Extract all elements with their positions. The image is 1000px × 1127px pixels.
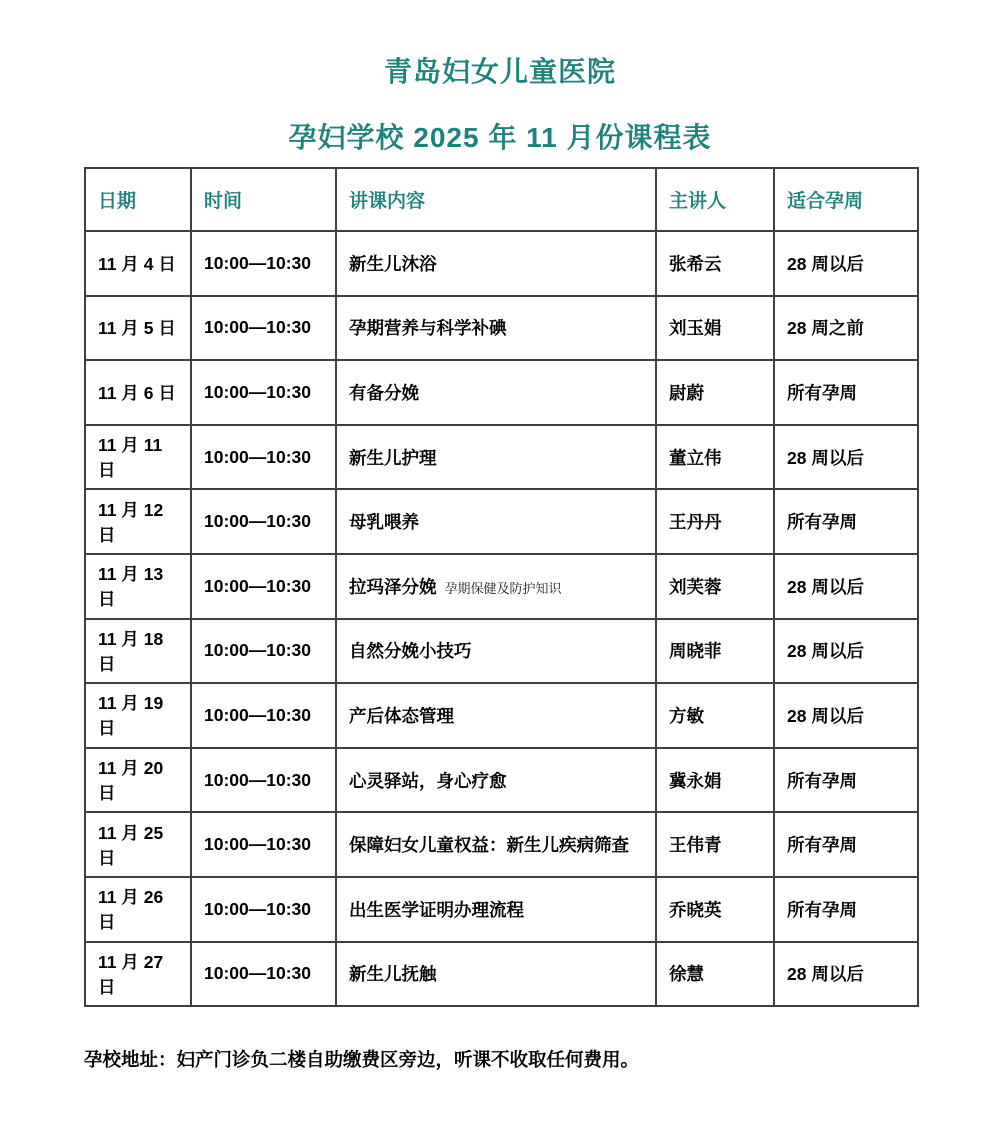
topic-note-text: 孕期保健及防护知识 bbox=[444, 580, 562, 596]
cell-speaker: 张希云 bbox=[656, 231, 774, 296]
cell-weeks: 28 周以后 bbox=[774, 942, 918, 1007]
table-row bbox=[85, 748, 918, 813]
topic-text: 母乳喂养 bbox=[349, 512, 419, 533]
topic-text: 新生儿抚触 bbox=[349, 964, 437, 985]
cell-time: 10:00—10:30 bbox=[191, 360, 336, 425]
cell-topic bbox=[336, 812, 656, 877]
cell-date: 11 月 25 日 bbox=[85, 812, 191, 877]
cell-topic bbox=[336, 554, 656, 619]
table-row bbox=[85, 554, 918, 619]
cell-date: 11 月 12 日 bbox=[85, 489, 191, 554]
cell-time: 10:00—10:30 bbox=[191, 812, 336, 877]
column-header-speaker: 主讲人 bbox=[656, 168, 774, 231]
cell-time: 10:00—10:30 bbox=[191, 619, 336, 684]
table-row bbox=[85, 360, 918, 425]
cell-topic bbox=[336, 942, 656, 1007]
cell-weeks: 所有孕周 bbox=[774, 360, 918, 425]
cell-topic bbox=[336, 296, 656, 361]
cell-date: 11 月 18 日 bbox=[85, 619, 191, 684]
cell-topic bbox=[336, 683, 656, 748]
cell-topic bbox=[336, 425, 656, 490]
cell-topic bbox=[336, 748, 656, 813]
table-row bbox=[85, 425, 918, 490]
table-body bbox=[85, 231, 918, 1006]
cell-weeks: 28 周以后 bbox=[774, 619, 918, 684]
address-footer-note: 孕校地址：妇产门诊负二楼自助缴费区旁边，听课不收取任何费用。 bbox=[84, 1049, 640, 1070]
cell-speaker: 刘芙蓉 bbox=[656, 554, 774, 619]
cell-weeks: 28 周以后 bbox=[774, 231, 918, 296]
cell-topic bbox=[336, 619, 656, 684]
cell-date: 11 月 13 日 bbox=[85, 554, 191, 619]
cell-speaker: 刘玉娟 bbox=[656, 296, 774, 361]
cell-topic bbox=[336, 360, 656, 425]
table-row bbox=[85, 812, 918, 877]
cell-time: 10:00—10:30 bbox=[191, 683, 336, 748]
course-schedule-table bbox=[84, 167, 919, 1007]
cell-time: 10:00—10:30 bbox=[191, 748, 336, 813]
topic-text: 孕期营养与科学补碘 bbox=[349, 318, 507, 339]
cell-weeks: 所有孕周 bbox=[774, 748, 918, 813]
cell-weeks: 所有孕周 bbox=[774, 877, 918, 942]
cell-speaker: 方敏 bbox=[656, 683, 774, 748]
topic-text: 自然分娩小技巧 bbox=[349, 641, 472, 662]
table-row bbox=[85, 489, 918, 554]
table-row bbox=[85, 619, 918, 684]
cell-time: 10:00—10:30 bbox=[191, 877, 336, 942]
cell-date: 11 月 20 日 bbox=[85, 748, 191, 813]
header-row bbox=[85, 168, 918, 231]
topic-text: 产后体态管理 bbox=[349, 705, 454, 726]
cell-speaker: 尉蔚 bbox=[656, 360, 774, 425]
topic-text: 心灵驿站，身心疗愈 bbox=[349, 770, 507, 791]
cell-time: 10:00—10:30 bbox=[191, 231, 336, 296]
cell-weeks: 28 周以后 bbox=[774, 683, 918, 748]
cell-time: 10:00—10:30 bbox=[191, 425, 336, 490]
cell-weeks: 28 周之前 bbox=[774, 296, 918, 361]
column-header-weeks: 适合孕周 bbox=[774, 168, 918, 231]
table-header bbox=[85, 168, 918, 231]
table-row bbox=[85, 942, 918, 1007]
table-row bbox=[85, 683, 918, 748]
column-header-topic: 讲课内容 bbox=[336, 168, 656, 231]
cell-speaker: 冀永娟 bbox=[656, 748, 774, 813]
schedule-subtitle: 孕妇学校 2025 年 11 月份课程表 bbox=[288, 122, 712, 153]
cell-weeks: 所有孕周 bbox=[774, 489, 918, 554]
cell-time: 10:00—10:30 bbox=[191, 489, 336, 554]
cell-speaker: 王丹丹 bbox=[656, 489, 774, 554]
cell-topic bbox=[336, 877, 656, 942]
cell-speaker: 董立伟 bbox=[656, 425, 774, 490]
cell-topic bbox=[336, 489, 656, 554]
hospital-title: 青岛妇女儿童医院 bbox=[383, 56, 616, 87]
cell-speaker: 徐慧 bbox=[656, 942, 774, 1007]
topic-text: 新生儿沐浴 bbox=[349, 253, 437, 274]
cell-weeks: 28 周以后 bbox=[774, 425, 918, 490]
cell-date: 11 月 26 日 bbox=[85, 877, 191, 942]
topic-text: 新生儿护理 bbox=[349, 447, 437, 468]
cell-date: 11 月 6 日 bbox=[85, 360, 191, 425]
cell-date: 11 月 11 日 bbox=[85, 425, 191, 490]
topic-text: 有备分娩 bbox=[349, 382, 419, 403]
column-header-time: 时间 bbox=[191, 168, 336, 231]
cell-weeks: 28 周以后 bbox=[774, 554, 918, 619]
cell-speaker: 王伟青 bbox=[656, 812, 774, 877]
cell-date: 11 月 27 日 bbox=[85, 942, 191, 1007]
cell-time: 10:00—10:30 bbox=[191, 942, 336, 1007]
table-row bbox=[85, 231, 918, 296]
cell-date: 11 月 4 日 bbox=[85, 231, 191, 296]
topic-text: 拉玛泽分娩 bbox=[349, 576, 437, 597]
cell-topic bbox=[336, 231, 656, 296]
cell-time: 10:00—10:30 bbox=[191, 554, 336, 619]
cell-weeks: 所有孕周 bbox=[774, 812, 918, 877]
topic-text: 出生医学证明办理流程 bbox=[349, 899, 524, 920]
cell-speaker: 乔晓英 bbox=[656, 877, 774, 942]
cell-speaker: 周晓菲 bbox=[656, 619, 774, 684]
cell-time: 10:00—10:30 bbox=[191, 296, 336, 361]
topic-text: 保障妇女儿童权益：新生儿疾病筛查 bbox=[349, 835, 629, 856]
cell-date: 11 月 19 日 bbox=[85, 683, 191, 748]
cell-date: 11 月 5 日 bbox=[85, 296, 191, 361]
column-header-date: 日期 bbox=[85, 168, 191, 231]
table-row bbox=[85, 877, 918, 942]
table-row bbox=[85, 296, 918, 361]
